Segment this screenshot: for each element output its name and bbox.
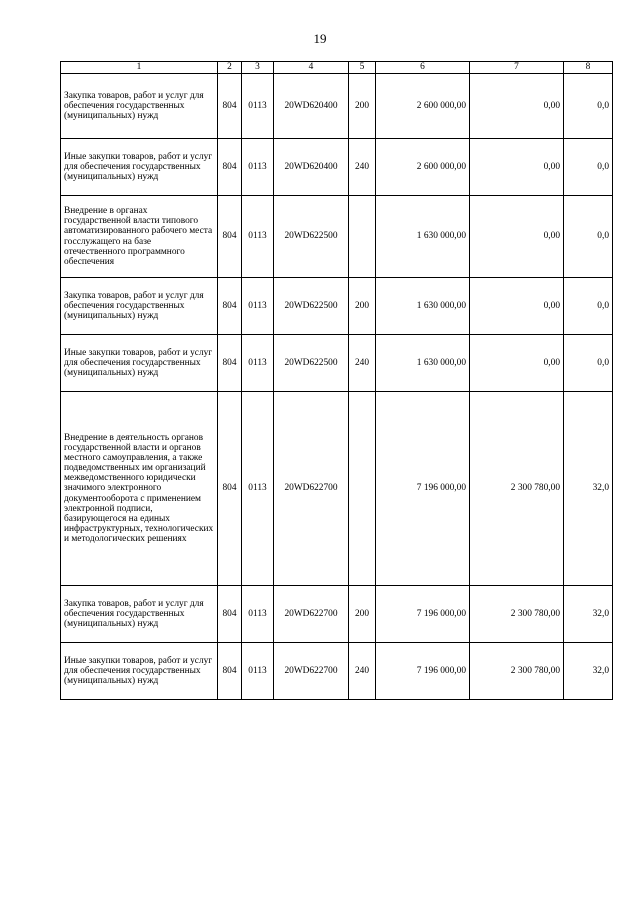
row-percent-cell: 0,0 [564, 139, 613, 196]
row-section-cell: 0113 [242, 278, 274, 335]
row-name-cell: Внедрение в деятельность органов государственной власти и органов местного самоуправления, а также подведомственных им организаций межведомственного юридически значимого электронного документооборота с применением электронной подписи, базирующегося на единых инфраструктурных, технологических и методологических решениях [61, 392, 218, 586]
column-header-7: 7 [470, 62, 564, 74]
column-header-8: 8 [564, 62, 613, 74]
row-plan-cell: 1 630 000,00 [376, 196, 470, 278]
table-header [61, 62, 613, 74]
row-percent-cell: 32,0 [564, 392, 613, 586]
row-target-cell: 20WD622700 [274, 392, 349, 586]
table-body [61, 74, 613, 700]
row-target-cell: 20WD620400 [274, 139, 349, 196]
row-name-cell: Закупка товаров, работ и услуг для обеспечения государственных (муниципальных) нужд [61, 278, 218, 335]
row-target-cell: 20WD622500 [274, 196, 349, 278]
row-percent-cell: 0,0 [564, 196, 613, 278]
row-section-cell: 0113 [242, 196, 274, 278]
row-percent-cell: 0,0 [564, 278, 613, 335]
row-plan-cell: 2 600 000,00 [376, 74, 470, 139]
table-row [61, 643, 613, 700]
row-plan-cell: 2 600 000,00 [376, 139, 470, 196]
column-header-5: 5 [349, 62, 376, 74]
column-header-1: 1 [61, 62, 218, 74]
table-row [61, 196, 613, 278]
row-actual-cell: 2 300 780,00 [470, 643, 564, 700]
table-row [61, 586, 613, 643]
row-actual-cell: 2 300 780,00 [470, 586, 564, 643]
row-actual-cell: 2 300 780,00 [470, 392, 564, 586]
row-plan-cell: 1 630 000,00 [376, 335, 470, 392]
header-row [61, 62, 613, 74]
row-target-cell: 20WD622700 [274, 586, 349, 643]
row-section-cell: 0113 [242, 392, 274, 586]
row-type-cell: 200 [349, 74, 376, 139]
row-target-cell: 20WD622500 [274, 278, 349, 335]
column-header-2: 2 [218, 62, 242, 74]
column-header-3: 3 [242, 62, 274, 74]
row-actual-cell: 0,00 [470, 335, 564, 392]
row-type-cell: 200 [349, 278, 376, 335]
row-percent-cell: 0,0 [564, 74, 613, 139]
row-name-cell: Иные закупки товаров, работ и услуг для обеспечения государственных (муниципальных) нужд [61, 335, 218, 392]
row-actual-cell: 0,00 [470, 74, 564, 139]
row-section-cell: 0113 [242, 643, 274, 700]
row-section-cell: 0113 [242, 586, 274, 643]
row-plan-cell: 7 196 000,00 [376, 643, 470, 700]
row-code-cell: 804 [218, 278, 242, 335]
row-type-cell: 240 [349, 643, 376, 700]
table-row [61, 139, 613, 196]
row-plan-cell: 7 196 000,00 [376, 392, 470, 586]
row-name-cell: Иные закупки товаров, работ и услуг для обеспечения государственных (муниципальных) нужд [61, 643, 218, 700]
row-type-cell: 200 [349, 586, 376, 643]
row-actual-cell: 0,00 [470, 139, 564, 196]
row-code-cell: 804 [218, 643, 242, 700]
row-percent-cell: 32,0 [564, 643, 613, 700]
row-type-cell [349, 196, 376, 278]
row-code-cell: 804 [218, 74, 242, 139]
column-header-4: 4 [274, 62, 349, 74]
row-actual-cell: 0,00 [470, 196, 564, 278]
row-code-cell: 804 [218, 139, 242, 196]
row-plan-cell: 1 630 000,00 [376, 278, 470, 335]
row-code-cell: 804 [218, 586, 242, 643]
table-row [61, 335, 613, 392]
row-code-cell: 804 [218, 335, 242, 392]
row-plan-cell: 7 196 000,00 [376, 586, 470, 643]
row-name-cell: Закупка товаров, работ и услуг для обеспечения государственных (муниципальных) нужд [61, 74, 218, 139]
row-name-cell: Внедрение в органах государственной власти типового автоматизированного рабочего места госслужащего на базе отечественного программного обеспечения [61, 196, 218, 278]
row-target-cell: 20WD622700 [274, 643, 349, 700]
row-target-cell: 20WD622500 [274, 335, 349, 392]
column-header-6: 6 [376, 62, 470, 74]
row-code-cell: 804 [218, 196, 242, 278]
table-row [61, 392, 613, 586]
row-type-cell: 240 [349, 335, 376, 392]
row-section-cell: 0113 [242, 74, 274, 139]
row-percent-cell: 32,0 [564, 586, 613, 643]
row-percent-cell: 0,0 [564, 335, 613, 392]
table-row [61, 74, 613, 139]
row-target-cell: 20WD620400 [274, 74, 349, 139]
budget-table [60, 61, 613, 700]
row-name-cell: Иные закупки товаров, работ и услуг для обеспечения государственных (муниципальных) нужд [61, 139, 218, 196]
table-row [61, 278, 613, 335]
row-name-cell: Закупка товаров, работ и услуг для обеспечения государственных (муниципальных) нужд [61, 586, 218, 643]
row-section-cell: 0113 [242, 335, 274, 392]
row-section-cell: 0113 [242, 139, 274, 196]
row-actual-cell: 0,00 [470, 278, 564, 335]
row-type-cell [349, 392, 376, 586]
page-number: 19 [313, 31, 327, 46]
row-type-cell: 240 [349, 139, 376, 196]
row-code-cell: 804 [218, 392, 242, 586]
